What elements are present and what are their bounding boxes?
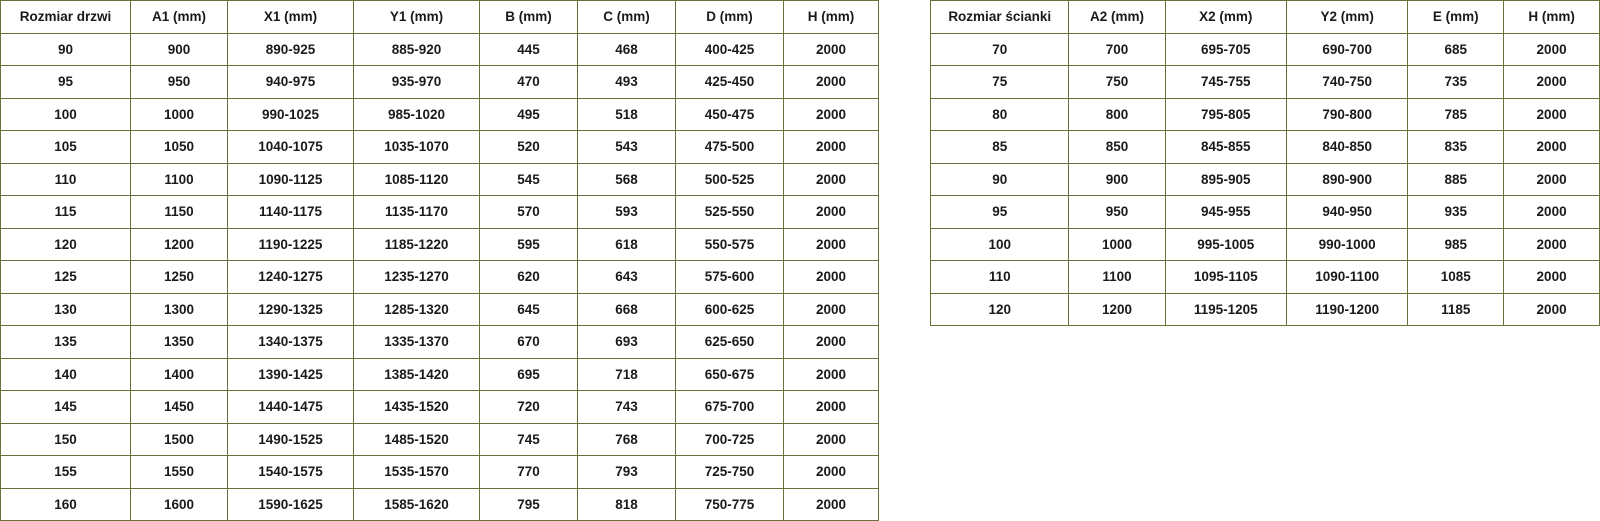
cell: 495 <box>480 98 578 131</box>
cell: 800 <box>1069 98 1165 131</box>
cell: 940-950 <box>1286 196 1407 229</box>
table-row <box>1 261 879 294</box>
cell: 1135-1170 <box>354 196 480 229</box>
cell: 1100 <box>1069 261 1165 294</box>
cell: 1000 <box>1069 228 1165 261</box>
cell: 850 <box>1069 131 1165 164</box>
cell: 990-1025 <box>228 98 354 131</box>
cell: 1095-1105 <box>1165 261 1286 294</box>
cell: 745-755 <box>1165 66 1286 99</box>
cell: 1300 <box>131 293 228 326</box>
cell: 1140-1175 <box>228 196 354 229</box>
column-header-d: D (mm) <box>676 1 784 34</box>
column-header-a1: A1 (mm) <box>131 1 228 34</box>
cell: 2000 <box>784 98 879 131</box>
column-header-h: H (mm) <box>1504 1 1600 34</box>
column-header-h: H (mm) <box>784 1 879 34</box>
table-row <box>1 98 879 131</box>
cell: 550-575 <box>676 228 784 261</box>
cell: 85 <box>931 131 1069 164</box>
cell: 130 <box>1 293 131 326</box>
table-row <box>931 261 1600 294</box>
table-row <box>1 423 879 456</box>
cell: 1535-1570 <box>354 456 480 489</box>
column-header-x1: X1 (mm) <box>228 1 354 34</box>
cell: 1590-1625 <box>228 488 354 521</box>
cell: 600-625 <box>676 293 784 326</box>
cell: 690-700 <box>1286 33 1407 66</box>
cell: 895-905 <box>1165 163 1286 196</box>
cell: 695-705 <box>1165 33 1286 66</box>
table-row <box>1 33 879 66</box>
cell: 80 <box>931 98 1069 131</box>
cell: 985 <box>1408 228 1504 261</box>
cell: 985-1020 <box>354 98 480 131</box>
table-row <box>931 196 1600 229</box>
cell: 2000 <box>784 66 879 99</box>
cell: 468 <box>578 33 676 66</box>
cell: 1490-1525 <box>228 423 354 456</box>
cell: 1190-1225 <box>228 228 354 261</box>
cell: 720 <box>480 391 578 424</box>
cell: 743 <box>578 391 676 424</box>
cell: 1185 <box>1408 293 1504 326</box>
cell: 890-925 <box>228 33 354 66</box>
cell: 770 <box>480 456 578 489</box>
cell: 685 <box>1408 33 1504 66</box>
cell: 1335-1370 <box>354 326 480 359</box>
cell: 520 <box>480 131 578 164</box>
cell: 120 <box>1 228 131 261</box>
cell: 1035-1070 <box>354 131 480 164</box>
cell: 2000 <box>1504 131 1600 164</box>
table-row <box>1 326 879 359</box>
cell: 1195-1205 <box>1165 293 1286 326</box>
table-row <box>931 131 1600 164</box>
cell: 1540-1575 <box>228 456 354 489</box>
cell: 135 <box>1 326 131 359</box>
table-row <box>1 456 879 489</box>
cell: 940-975 <box>228 66 354 99</box>
cell: 2000 <box>1504 261 1600 294</box>
cell: 818 <box>578 488 676 521</box>
column-header-x2: X2 (mm) <box>1165 1 1286 34</box>
cell: 793 <box>578 456 676 489</box>
cell: 545 <box>480 163 578 196</box>
table-row <box>931 293 1600 326</box>
cell: 885-920 <box>354 33 480 66</box>
cell: 1090-1100 <box>1286 261 1407 294</box>
cell: 2000 <box>784 326 879 359</box>
cell: 1400 <box>131 358 228 391</box>
cell: 835 <box>1408 131 1504 164</box>
cell: 1185-1220 <box>354 228 480 261</box>
cell: 620 <box>480 261 578 294</box>
cell: 1500 <box>131 423 228 456</box>
cell: 990-1000 <box>1286 228 1407 261</box>
cell: 935-970 <box>354 66 480 99</box>
table-row <box>1 391 879 424</box>
cell: 2000 <box>1504 66 1600 99</box>
cell: 2000 <box>784 293 879 326</box>
column-header-a2: A2 (mm) <box>1069 1 1165 34</box>
table-header-row <box>931 1 1600 34</box>
cell: 1585-1620 <box>354 488 480 521</box>
cell: 750-775 <box>676 488 784 521</box>
cell: 675-700 <box>676 391 784 424</box>
cell: 150 <box>1 423 131 456</box>
cell: 950 <box>1069 196 1165 229</box>
cell: 768 <box>578 423 676 456</box>
cell: 2000 <box>784 131 879 164</box>
cell: 1485-1520 <box>354 423 480 456</box>
cell: 700-725 <box>676 423 784 456</box>
cell: 735 <box>1408 66 1504 99</box>
cell: 95 <box>931 196 1069 229</box>
column-header-c: C (mm) <box>578 1 676 34</box>
cell: 645 <box>480 293 578 326</box>
table-row <box>1 66 879 99</box>
cell: 445 <box>480 33 578 66</box>
cell: 568 <box>578 163 676 196</box>
cell: 1150 <box>131 196 228 229</box>
column-header-e: E (mm) <box>1408 1 1504 34</box>
cell: 700 <box>1069 33 1165 66</box>
cell: 500-525 <box>676 163 784 196</box>
cell: 950 <box>131 66 228 99</box>
table-row <box>931 33 1600 66</box>
table-row <box>1 163 879 196</box>
cell: 2000 <box>1504 228 1600 261</box>
cell: 650-675 <box>676 358 784 391</box>
cell: 845-855 <box>1165 131 1286 164</box>
cell: 90 <box>1 33 131 66</box>
column-header-rozmiar-drzwi: Rozmiar drzwi <box>1 1 131 34</box>
cell: 2000 <box>784 196 879 229</box>
cell: 1240-1275 <box>228 261 354 294</box>
cell: 750 <box>1069 66 1165 99</box>
column-header-b: B (mm) <box>480 1 578 34</box>
cell: 1390-1425 <box>228 358 354 391</box>
cell: 1290-1325 <box>228 293 354 326</box>
cell: 1200 <box>131 228 228 261</box>
cell: 120 <box>931 293 1069 326</box>
cell: 110 <box>1 163 131 196</box>
cell: 110 <box>931 261 1069 294</box>
table-row <box>931 228 1600 261</box>
cell: 75 <box>931 66 1069 99</box>
table-row <box>1 196 879 229</box>
cell: 643 <box>578 261 676 294</box>
cell: 625-650 <box>676 326 784 359</box>
cell: 140 <box>1 358 131 391</box>
walls-dimensions-table-container <box>930 0 1600 326</box>
cell: 1200 <box>1069 293 1165 326</box>
cell: 1350 <box>131 326 228 359</box>
cell: 795-805 <box>1165 98 1286 131</box>
cell: 425-450 <box>676 66 784 99</box>
column-header-rozmiar-scianki: Rozmiar ścianki <box>931 1 1069 34</box>
cell: 400-425 <box>676 33 784 66</box>
cell: 1550 <box>131 456 228 489</box>
cell: 745 <box>480 423 578 456</box>
walls-dimensions-table <box>930 0 1600 326</box>
cell: 525-550 <box>676 196 784 229</box>
cell: 995-1005 <box>1165 228 1286 261</box>
cell: 740-750 <box>1286 66 1407 99</box>
cell: 570 <box>480 196 578 229</box>
cell: 105 <box>1 131 131 164</box>
cell: 95 <box>1 66 131 99</box>
cell: 618 <box>578 228 676 261</box>
table-row <box>1 293 879 326</box>
cell: 1435-1520 <box>354 391 480 424</box>
cell: 1600 <box>131 488 228 521</box>
cell: 795 <box>480 488 578 521</box>
cell: 1100 <box>131 163 228 196</box>
cell: 595 <box>480 228 578 261</box>
cell: 900 <box>131 33 228 66</box>
cell: 1250 <box>131 261 228 294</box>
cell: 155 <box>1 456 131 489</box>
cell: 1285-1320 <box>354 293 480 326</box>
cell: 493 <box>578 66 676 99</box>
cell: 2000 <box>1504 293 1600 326</box>
cell: 2000 <box>1504 163 1600 196</box>
cell: 1040-1075 <box>228 131 354 164</box>
cell: 1085-1120 <box>354 163 480 196</box>
cell: 2000 <box>784 163 879 196</box>
cell: 1235-1270 <box>354 261 480 294</box>
cell: 1440-1475 <box>228 391 354 424</box>
cell: 1090-1125 <box>228 163 354 196</box>
cell: 693 <box>578 326 676 359</box>
cell: 450-475 <box>676 98 784 131</box>
cell: 670 <box>480 326 578 359</box>
table-row <box>931 66 1600 99</box>
cell: 668 <box>578 293 676 326</box>
cell: 475-500 <box>676 131 784 164</box>
cell: 1190-1200 <box>1286 293 1407 326</box>
cell: 718 <box>578 358 676 391</box>
cell: 470 <box>480 66 578 99</box>
cell: 2000 <box>1504 33 1600 66</box>
cell: 2000 <box>784 456 879 489</box>
cell: 695 <box>480 358 578 391</box>
cell: 70 <box>931 33 1069 66</box>
cell: 100 <box>1 98 131 131</box>
cell: 890-900 <box>1286 163 1407 196</box>
cell: 900 <box>1069 163 1165 196</box>
table-header-row <box>1 1 879 34</box>
table-row <box>1 488 879 521</box>
cell: 1385-1420 <box>354 358 480 391</box>
cell: 885 <box>1408 163 1504 196</box>
cell: 90 <box>931 163 1069 196</box>
table-row <box>1 228 879 261</box>
cell: 100 <box>931 228 1069 261</box>
cell: 2000 <box>1504 98 1600 131</box>
cell: 2000 <box>784 33 879 66</box>
cell: 1340-1375 <box>228 326 354 359</box>
cell: 2000 <box>784 391 879 424</box>
cell: 115 <box>1 196 131 229</box>
cell: 575-600 <box>676 261 784 294</box>
column-header-y1: Y1 (mm) <box>354 1 480 34</box>
table-row <box>931 98 1600 131</box>
table-row <box>1 131 879 164</box>
cell: 1050 <box>131 131 228 164</box>
cell: 840-850 <box>1286 131 1407 164</box>
cell: 935 <box>1408 196 1504 229</box>
cell: 2000 <box>784 228 879 261</box>
cell: 2000 <box>784 261 879 294</box>
cell: 725-750 <box>676 456 784 489</box>
cell: 790-800 <box>1286 98 1407 131</box>
cell: 160 <box>1 488 131 521</box>
cell: 945-955 <box>1165 196 1286 229</box>
cell: 2000 <box>784 488 879 521</box>
cell: 1000 <box>131 98 228 131</box>
cell: 518 <box>578 98 676 131</box>
cell: 145 <box>1 391 131 424</box>
cell: 1450 <box>131 391 228 424</box>
cell: 593 <box>578 196 676 229</box>
column-header-y2: Y2 (mm) <box>1286 1 1407 34</box>
cell: 125 <box>1 261 131 294</box>
cell: 1085 <box>1408 261 1504 294</box>
table-row <box>1 358 879 391</box>
cell: 2000 <box>784 358 879 391</box>
cell: 785 <box>1408 98 1504 131</box>
cell: 2000 <box>784 423 879 456</box>
table-row <box>931 163 1600 196</box>
cell: 543 <box>578 131 676 164</box>
cell: 2000 <box>1504 196 1600 229</box>
